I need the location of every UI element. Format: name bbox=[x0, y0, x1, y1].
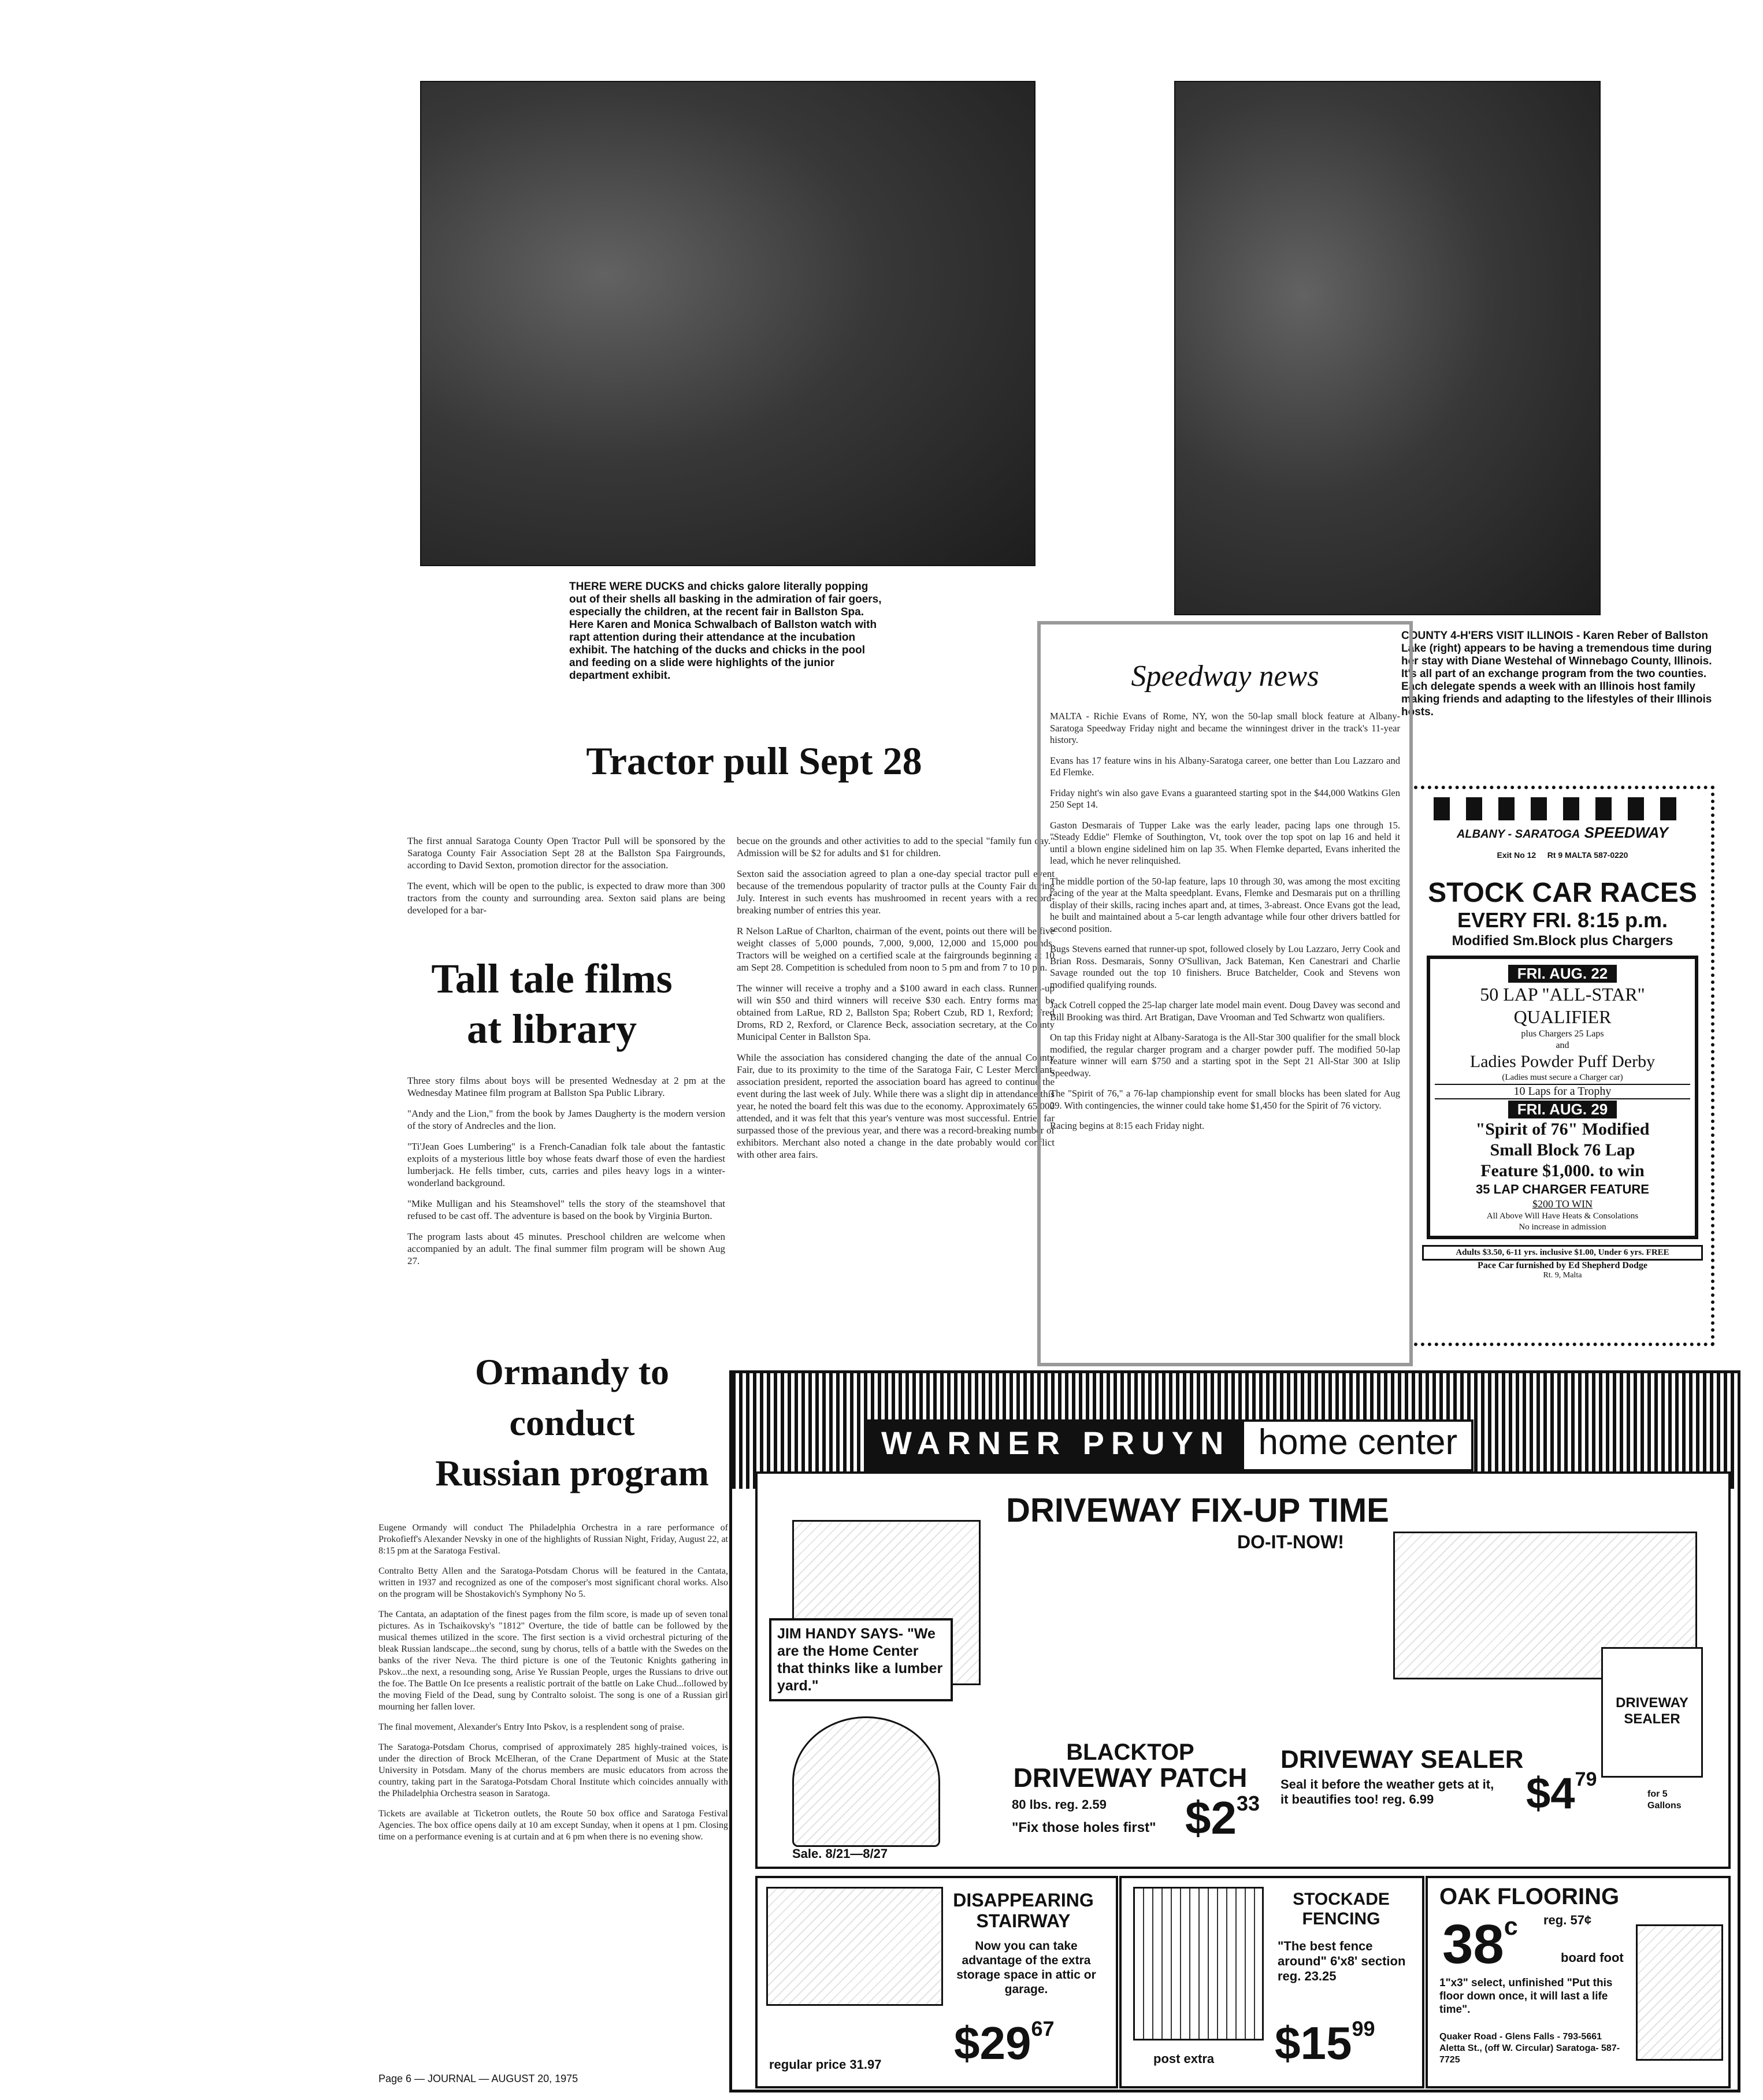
stock-car-races-headline: STOCK CAR RACES bbox=[1428, 878, 1697, 908]
photo-4h-illinois bbox=[1174, 81, 1601, 615]
warner-pruyn-advertisement bbox=[729, 1370, 1740, 2092]
fencing-price: $\$15^{99}$ bbox=[1275, 2017, 1375, 2069]
speedway-news-title: Speedway news bbox=[1131, 660, 1319, 693]
tractor-headline: Tractor pull Sept 28 bbox=[586, 739, 922, 783]
speedway-event-box: FRI. AUG. 22 50 LAP "ALL-STAR" QUALIFIER plus Chargers 25 Laps and Ladies Powder Puff Derby (Ladies must secure a Charger car) 10 Laps for a Trophy FRI. AUG. 29 "Spirit of 76" Modified Small Block 76 Lap Feature $1,000. to win 35 LAP CHARGER FEATURE $200 TO WIN All Above Will Have Heats & Consolations No increase in admission bbox=[1427, 956, 1698, 1239]
driveway-sealer-title: DRIVEWAY SEALER bbox=[1281, 1745, 1524, 1774]
tractor-column-2: becue on the grounds and other activities to add to the special "family fun day." Admission will be $2 for adults and $1 for children. Sexton said the association agreed to plan a one-day special tractor pull event because of the tremendous popularity of tractor pulls at the County Fair during July. Interest in such events has mushroomed in recent years with a record-breaking number of entries this year. R Nelson LaRue of Charlton, chairman of the event, points out there will be five weight classes of 5,000 pounds, 7,000, 9,000, 12,000 and 15,000 pounds. Tractors will be weighed on a certified scale at the fairgrounds beginning at 10 am Sept 28. Competition is scheduled from noon to 5 pm and from 7 to 10 pm. The winner will receive a trophy and a $100 award in each class. Runners-up will win $50 and third winners will receive $30 each. Entry forms may be obtained from LaRue, RD 2, Ballston Spa; Robert Czub, RD 1, Rexford; Fred Droms, RD 2, Rexford, or Clarence Beck, association secretary, at the County Municipal Center in Ballston Spa. While the association has considered changing the date of the annual County Fair, due to its proximity to the time of the Saratoga Fair, C Lester Merchant, association president, reported the association board has agreed to continue the event during the last week of July. While there was a slight dip in attendance this year, he noted the board felt this was due to the economy. Approximately 65,000 attended, and it was felt that this year's venture was most successful. Entries far surpassed those of the previous year, and there was a record-breaking number of exhibitors. Merchant also noted a change in the date probably would conflict with other area fairs. bbox=[737, 835, 1055, 1160]
oak-flooring-title: OAK FLOORING bbox=[1439, 1884, 1620, 1909]
ormandy-headline: Ormandy to conduct Russian program bbox=[435, 1351, 709, 1493]
blacktop-patch-title: BLACKTOP DRIVEWAY PATCH bbox=[1013, 1740, 1248, 1793]
stairway-panel: DISAPPEARING STAIRWAY Now you can take advantage of the extra storage space in attic or garage. $\$29^{67}$ regular price 31.97 bbox=[755, 1876, 1118, 2088]
tractor-column-1: The first annual Saratoga County Open Tractor Pull will be sponsored by the Saratoga County Fair Association Sept 28 at the Ballston Spa Fairgrounds, according to David Sexton, promotion director for the association. The event, which will be open to the public, is expected to draw more than 300 tractors from the county and surrounding area. Sexton said plans are being developed for a bar- bbox=[407, 835, 725, 916]
stairway-price: $\$29^{67}$ bbox=[954, 2017, 1055, 2069]
driveway-panel: DRIVEWAY FIX-UP TIME DO-IT-NOW! JIM HANDY SAYS- "We are the Home Center that thinks like a lumber yard." Sale. 8/21—8/27 DRIVEWAY SEALER BLACKTOP DRIVEWAY PATCH 80 lbs. reg. 2.59 "Fix those holes first" $\$2^{33}$ DRIVEWAY SEALER Seal it before the weather gets at it, it beautifies too! reg. 6.99 $\$4^{79}$ for 5 Gallons bbox=[755, 1471, 1731, 1869]
speedway-news-box bbox=[1037, 621, 1413, 1366]
checkered-flag-icon bbox=[1434, 797, 1676, 820]
page-footer: Page 6 — JOURNAL — AUGUST 20, 1975 bbox=[378, 2073, 578, 2084]
photo-4h-caption: COUNTY 4-H'ERS VISIT ILLINOIS - Karen Reber of Ballston Lake (right) appears to be having a tremendous time during her stay with Diane Westehal of Winnebago County, Illinois. It's all part of an exchange program from the two counties. Each delegate spends a week with an Illinois host family making friends and adapting to the lifestyles of their Illinois hosts. bbox=[1401, 630, 1712, 718]
tall-tale-headline: Tall tale films at library bbox=[431, 956, 673, 1053]
patch-price: $\$2^{33}$ bbox=[1185, 1791, 1260, 1843]
sealer-can-illustration: DRIVEWAY SEALER bbox=[1601, 1647, 1703, 1778]
fence-illustration bbox=[1133, 1887, 1264, 2040]
jim-handy-illustration bbox=[792, 1716, 940, 1847]
driveway-headline: DRIVEWAY FIX-UP TIME bbox=[1006, 1492, 1389, 1529]
sealer-price: $\$4^{79}$ bbox=[1526, 1768, 1597, 1818]
stairway-illustration bbox=[766, 1887, 943, 2006]
flooring-illustration bbox=[1636, 1924, 1723, 2061]
tall-tale-column: Three story films about boys will be presented Wednesday at 2 pm at the Wednesday Matinee film program at Ballston Spa Public Library. "Andy and the Lion," from the book by James Daugherty is the modern version of the story of Andrecles and the lion. "Ti'Jean Goes Lumbering" is a French-Canadian folk tale about the fantastic exploits of a mysterious little boy whose feats dwarf those of even the hardiest lumberjack. He fells timber, cuts, carries and piles heavy logs in a winter-wonderland background. "Mike Mulligan and his Steamshovel" tells the story of the steamshovel that refused to be cast off. The adventure is based on the book by Virginia Burton. The program lasts about 45 minutes. Preschool children are welcome when accompanied by an adult. The final summer film program will be shown Aug 27. bbox=[407, 1075, 725, 1266]
oak-flooring-panel: OAK FLOORING reg. 57¢ 38$^c$ board foot 1"x3" select, unfinished "Put this floor down once, it will last a life time". Quaker Road - Glens Falls - 793-5661 Aletta St., (off W. Circular) Saratoga- 587-7725 bbox=[1426, 1876, 1731, 2088]
speedway-advertisement: ALBANY - SARATOGA SPEEDWAY Exit No 12 Rt 9 MALTA 587-0220 STOCK CAR RACES EVERY FRI. 8:15 p.m. Modified Sm.Block plus Chargers FRI. AUG. 22 50 LAP "ALL-STAR" QUALIFIER plus Chargers 25 Laps and Ladies Powder Puff Derby (Ladies must secure a Charger car) 10 Laps for a Trophy FRI. AUG. 29 "Spirit of 76" Modified Small Block 76 Lap Feature $1,000. to win 35 LAP CHARGER FEATURE $200 TO WIN All Above Will Have Heats & Consolations No increase in admission Adults $3.50, 6-11 yrs. inclusive $1.00, Under 6 yrs. FREE Pace Car furnished by Ed Shepherd Dodge Rt. 9, Malta bbox=[1414, 786, 1714, 1346]
jim-handy-speech-bubble: JIM HANDY SAYS- "We are the Home Center that thinks like a lumber yard." bbox=[769, 1618, 953, 1701]
fencing-panel: STOCKADE FENCING "The best fence around" 6'x8' section reg. 23.25 $\$15^{99}$ post extra bbox=[1119, 1876, 1424, 2088]
ormandy-column: Eugene Ormandy will conduct The Philadelphia Orchestra in a rare performance of Prokofieff's Alexander Nevsky in one of the highlights of Russian Night, Friday, August 22, at 8:15 pm at the Saratoga Festival. Contralto Betty Allen and the Saratoga-Potsdam Chorus will be featured in the Cantata, written in 1937 and recognized as one of the composer's most significant choral works. Also on the program will be Shostakovich's Symphony No 5. The Cantata, an adaptation of the finest pages from the film score, is made up of seven tonal pictures. As in Tschaikovsky's "1812" Overture, the tide of battle can be followed by the musical themes utilized in the score. The first section is a vivid orchestral picturing of the bleak Russian landscape...the second, sung by chorus, tells of a battle with the Swedes on the banks of the river Neva. The third picture is one of the Teutonic Knights gathering in Pskov...the next, a resounding song, Arise Ye Russian People, urges the Russians to drive out the foe. The Battle On Ice presents a realistic portrait of the battle on Lake Chud...followed by the moving Field of the Dead, sung by Contralto soloist. The song is one of a Russian girl mourning her fallen lover. The final movement, Alexander's Entry Into Pskov, is a resplendent song of praise. The Saratoga-Potsdam Chorus, comprised of approximately 285 highly-trained voices, is under the direction of Brock McElheran, of the Crane Department of Music at the State University in Potsdam. Many of the chorus members are music educators from across the country, taking part in the Saratoga-Potsdam Choral Institute which coincides annually with the Philadelphia Orchestra season in Saratoga. Tickets are available at Ticketron outlets, the Route 50 box office and Saratoga Festival Agencies. The box office opens daily at 10 am except Sunday, when it opens at 1 pm. Closing time on a performance evening is at curtain and at 6 pm when there is no evening show. bbox=[378, 1523, 728, 1842]
oak-price: 38$^c$ bbox=[1442, 1913, 1518, 1975]
warner-pruyn-logo: WARNER PRUYN home center bbox=[865, 1419, 1474, 1471]
photo-incubation-caption: THERE WERE DUCKS and chicks galore literally popping out of their shells all basking in the admiration of fair goers, especially the children, at the recent fair in Ballston Spa. Here Karen and Monica Schwalbach of Ballston watch with rapt attention during their attendance at the incubation exhibit. The hatching of the ducks and chicks in the pool and feeding on a slide were highlights of the junior department exhibit. bbox=[569, 581, 882, 682]
speedway-news-body: MALTA - Richie Evans of Rome, NY, won the 50-lap small block feature at Albany-Saratoga Speedway Friday night and became the winningest driver in the track's 11-year history. Evans has 17 feature wins in his Albany-Saratoga career, one better than Lou Lazzaro and Ed Flemke. Friday night's win also gave Evans a guaranteed starting spot in the $44,000 Watkins Glen 250 Sept 14. Gaston Desmarais of Tupper Lake was the early leader, pacing laps one through 15. "Steady Eddie" Flemke of Southington, Vt, took over the top spot on lap 16 and held it until a blown engine sidelined him on lap 35. When Flemke departed, Evans inherited the lead, which he never relinquished. The middle portion of the 50-lap feature, laps 10 through 30, was among the most exciting racing of the year at the Malta speedplant. Evans, Flemke and Desmarais put on a thrilling display of their skills, racing inches apart and, at times, 3-abreast. Once Evans got the lead, he built and maintained about a 5-car length advantage while four other drivers battled for second position. Bugs Stevens earned that runner-up spot, followed closely by Lou Lazzaro, Jerry Cook and Brian Ross. Desmarais, Sonny O'Sullivan, Jack Bateman, Ken Canestrari and Charlie Savage rounded out the top 10 finishers. Bruce Batchelder, Cook and Stevens won modified qualifying rounds. Jack Cotrell copped the 25-lap charger late model main event. Doug Davey was second and Bill Brooking was third. Art Bratigan, Dave Vrooman and Ted Schwartz won qualifiers. On tap this Friday night at Albany-Saratoga is the All-Star 300 qualifier for the small block modified, the regular charger program and a charger powder puff. The modified 50-lap feature winner will earn $750 and a starting spot in the Sept 21 All-Star 300 at Islip Speedway. The "Spirit of 76," a 76-lap championship event for small blocks has been slated for Aug 29. With contingencies, the winner could take home $1,450 for the Spirit of 76 victory. Racing begins at 8:15 each Friday night. bbox=[1050, 711, 1400, 1131]
speedway-logo: ALBANY - SARATOGA SPEEDWAY Exit No 12 Rt 9 MALTA 587-0220 bbox=[1422, 797, 1703, 872]
photo-incubation-exhibit bbox=[420, 81, 1035, 566]
